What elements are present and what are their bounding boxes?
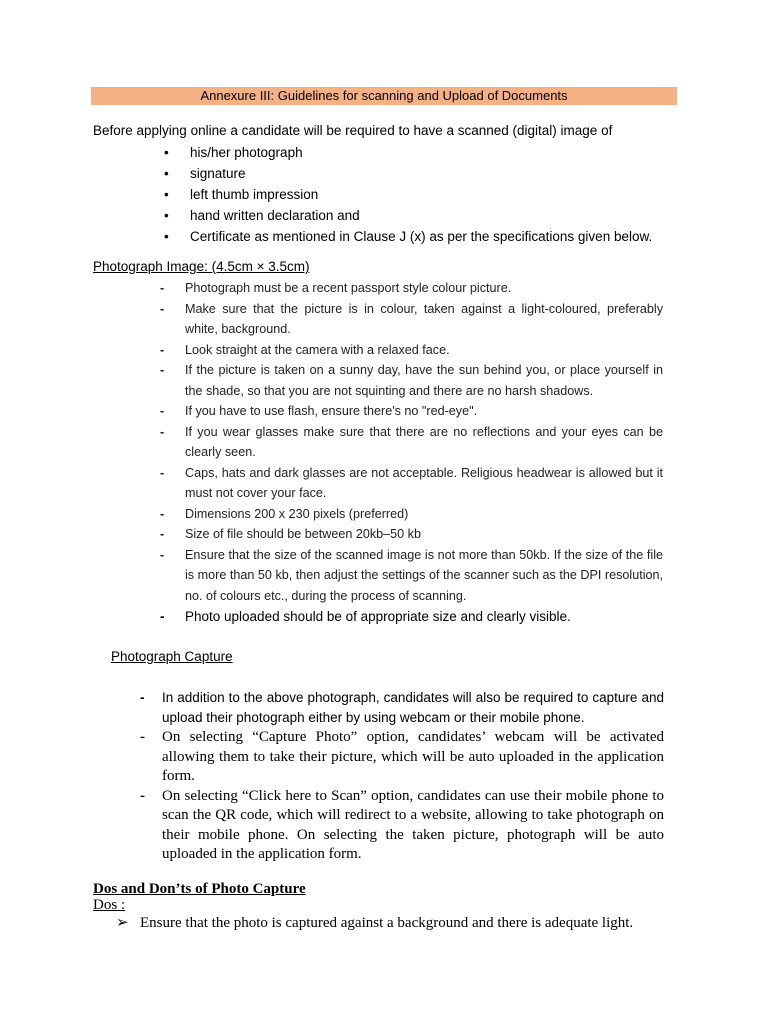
list-item [160, 401, 663, 422]
list-item [160, 226, 652, 247]
list-item [160, 360, 663, 401]
dash-icon: - [160, 527, 165, 541]
list-item [140, 728, 664, 787]
list-item [160, 524, 663, 545]
list-item [160, 422, 663, 463]
list-item-text: On selecting “Capture Photo” option, candidates’ webcam will be activated allowing them to take their picture, which will be auto uploaded in the application form. [162, 729, 664, 784]
list-item [140, 688, 664, 728]
photograph-capture-heading: Photograph Capture [111, 649, 233, 664]
dash-icon: - [160, 609, 165, 624]
dos-item [116, 913, 633, 932]
document-title: Annexure III: Guidelines for scanning and Upload of Documents [91, 87, 677, 105]
list-item [160, 606, 663, 627]
dash-icon: - [160, 301, 165, 316]
dash-icon: - [160, 404, 165, 418]
list-item-text: On selecting “Click here to Scan” option, candidates can use their mobile phone to scan the QR code, which will redirect to a website, allowing to take photograph on their mobile phone. On selecting the taken picture, photograph will be auto uploaded in the application form. [162, 787, 664, 862]
list-item-text: Dimensions 200 x 230 pixels (preferred) [185, 506, 409, 521]
list-item-text: left thumb impression [190, 187, 319, 202]
dash-icon: - [140, 690, 145, 705]
dash-icon: - [160, 506, 165, 521]
photograph-capture-list [140, 688, 664, 865]
dash-icon: - [160, 424, 165, 439]
list-item [160, 278, 663, 299]
list-item-text: Photo uploaded should be of appropriate size and clearly visible. [185, 609, 571, 624]
list-item [160, 205, 652, 226]
list-item-text: signature [190, 166, 246, 181]
bullet-icon: • [164, 208, 169, 223]
dash-icon: - [160, 281, 165, 295]
dash-icon: - [160, 363, 165, 377]
required-items-list [160, 142, 652, 247]
dash-icon: - [160, 547, 165, 562]
photograph-image-heading: Photograph Image: (4.5cm × 3.5cm) [93, 259, 310, 274]
dash-icon: - [140, 729, 145, 745]
list-item-text: hand written declaration and [190, 208, 360, 223]
list-item-text: his/her photograph [190, 145, 303, 160]
list-item-text: Ensure that the size of the scanned image is not more than 50kb. If the size of the file is more than 50 kb, then adjust the settings of the scanner such as the DPI resolution, no. of colours etc., during the process of scanning. [185, 547, 663, 603]
list-item-text: In addition to the above photograph, candidates will also be required to capture and upload their photograph either by using webcam or their mobile phone. [162, 690, 664, 725]
bullet-icon: • [164, 145, 169, 160]
list-item-text: Caps, hats and dark glasses are not acceptable. Religious headwear is allowed but it must not cover your face. [185, 465, 663, 500]
bullet-icon: • [164, 229, 169, 244]
list-item [160, 184, 652, 205]
arrow-bullet-icon: ➢ [116, 915, 129, 931]
bullet-icon: • [164, 166, 169, 181]
list-item-text: Look straight at the camera with a relaxed face. [185, 342, 450, 357]
list-item-text: Photograph must be a recent passport style colour picture. [185, 281, 512, 295]
dash-icon: - [160, 465, 165, 480]
list-item [160, 163, 652, 184]
list-item-text: Certificate as mentioned in Clause J (x) as per the specifications given below. [190, 229, 653, 244]
dos-label: Dos : [93, 897, 126, 913]
list-item-text: If you wear glasses make sure that there are no reflections and your eyes can be clearly seen. [185, 424, 663, 459]
photograph-image-list [160, 278, 663, 627]
list-item-text: Size of file should be between 20kb–50 kb [185, 527, 421, 541]
dash-icon: - [160, 342, 165, 357]
list-item-text: Make sure that the picture is in colour, taken against a light-coloured, preferably white, background. [185, 301, 663, 336]
list-item [160, 504, 663, 525]
list-item [160, 142, 652, 163]
list-item [160, 340, 663, 361]
list-item [160, 299, 663, 340]
intro-text: Before applying online a candidate will be required to have a scanned (digital) image of [93, 123, 613, 138]
list-item [160, 545, 663, 607]
list-item [160, 463, 663, 504]
list-item [140, 787, 664, 865]
list-item-text: If the picture is taken on a sunny day, have the sun behind you, or place yourself in the shade, so that you are not squinting and there are no harsh shadows. [185, 363, 663, 398]
list-item-text: If you have to use flash, ensure there's no "red-eye". [185, 404, 478, 418]
dos-item-text: Ensure that the photo is captured against a background and there is adequate light. [140, 915, 634, 931]
bullet-icon: • [164, 187, 169, 202]
dash-icon: - [140, 787, 145, 804]
dos-donts-heading: Dos and Don’ts of Photo Capture [93, 881, 306, 897]
